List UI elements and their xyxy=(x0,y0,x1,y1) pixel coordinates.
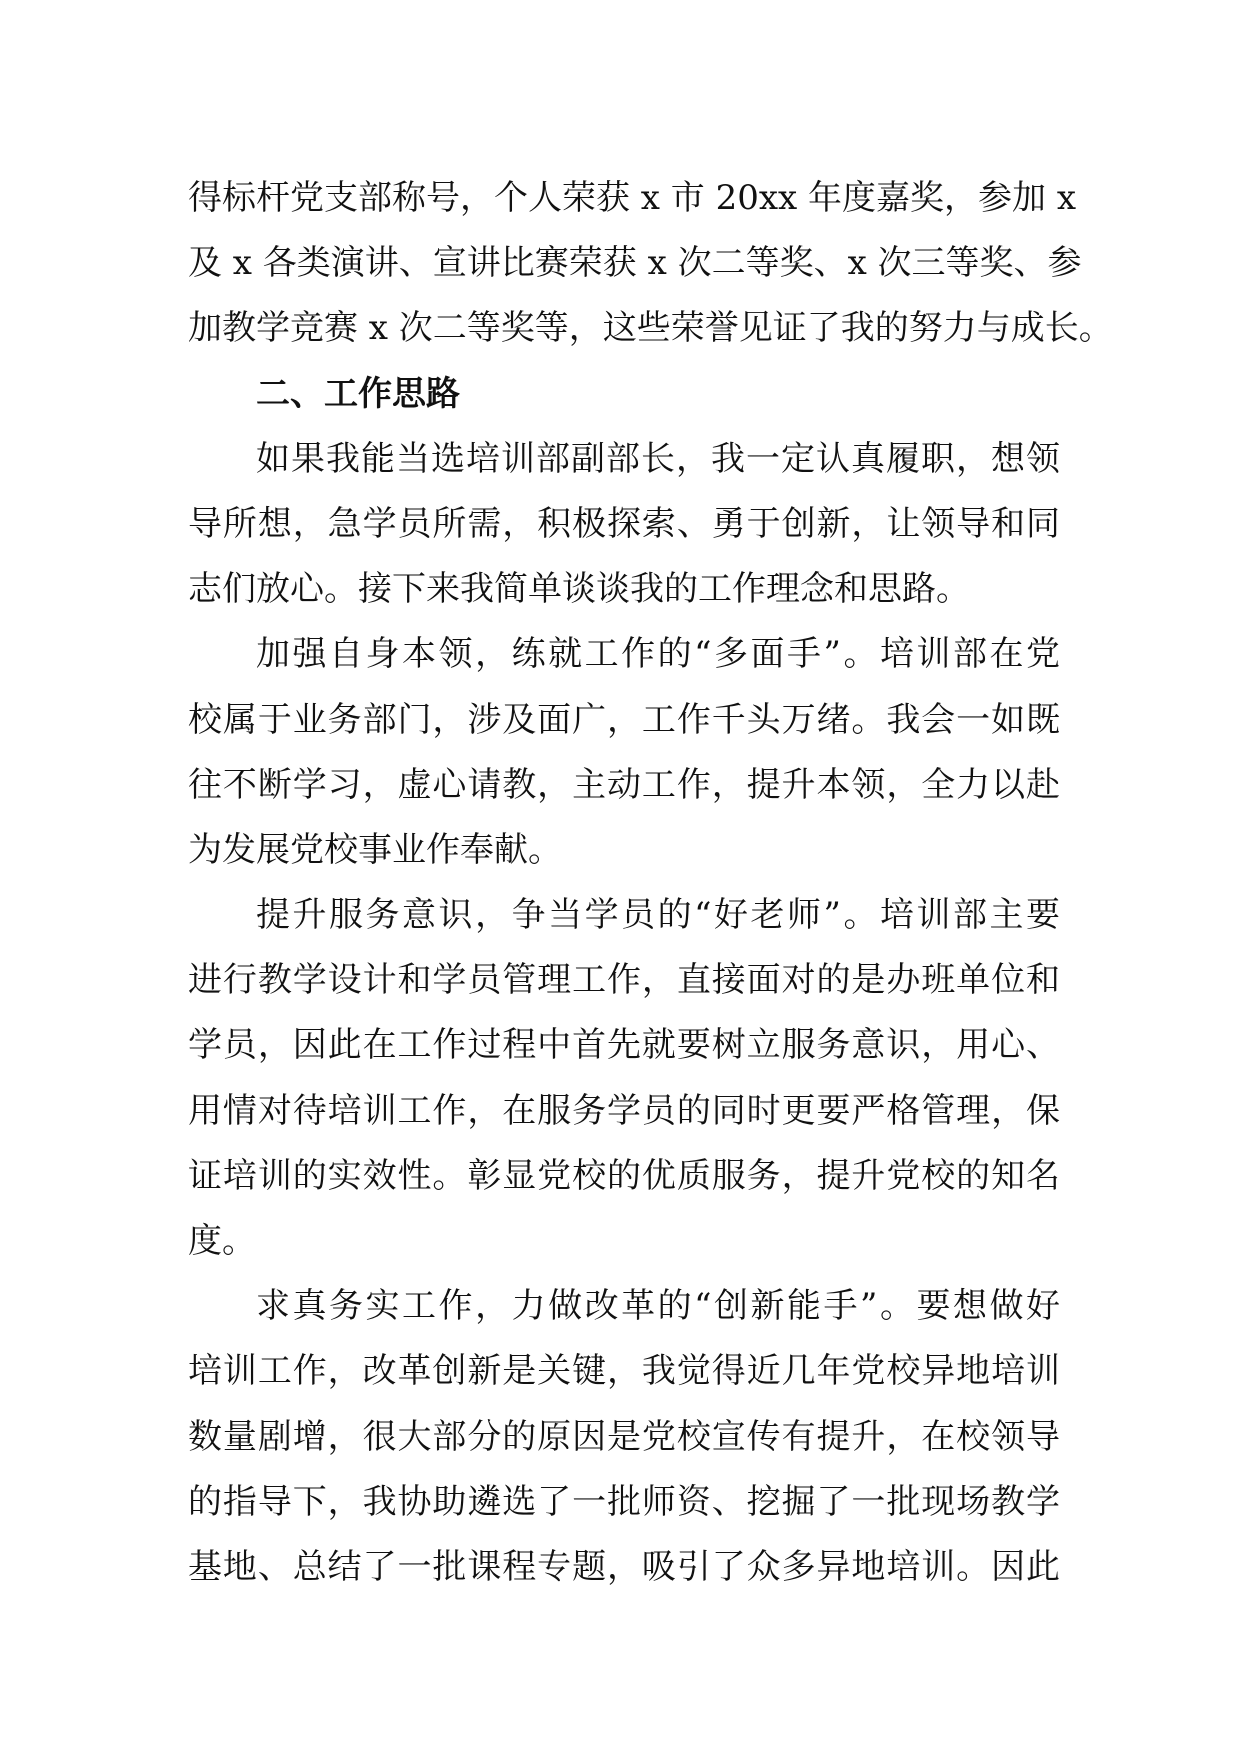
section-heading-text: 二、工作思路 xyxy=(256,373,460,414)
text-line: 进行教学设计和学员管理工作，直接面对的是办班单位和 xyxy=(188,960,1060,1001)
text-line: 求真务实工作，力做改革的“创新能手”。要想做好 xyxy=(256,1286,1060,1327)
text-line: 证培训的实效性。彰显党校的优质服务，提升党校的知名 xyxy=(188,1155,1060,1196)
text-line: 得标杆党支部称号，个人荣获 x 市 20xx 年度嘉奖，参加 x xyxy=(188,178,1076,218)
text-line: 提升服务意识，争当学员的“好老师”。培训部主要 xyxy=(256,895,1060,936)
paragraph xyxy=(188,1274,1060,1600)
text-line: 培训工作，改革创新是关键，我觉得近几年党校异地培训 xyxy=(188,1351,1060,1392)
paragraph xyxy=(188,883,1060,1274)
text-line: 校属于业务部门，涉及面广，工作千头万绪。我会一如既 xyxy=(188,699,1060,740)
section-heading xyxy=(188,362,1060,427)
text-line: 数量剧增，很大部分的原因是党校宣传有提升，在校领导 xyxy=(188,1416,1060,1457)
text-line: 的指导下，我协助遴选了一批师资、挖掘了一批现场教学 xyxy=(188,1481,1060,1522)
text-line: 导所想，急学员所需，积极探索、勇于创新，让领导和同 xyxy=(188,503,1060,544)
text-line: 如果我能当选培训部副部长，我一定认真履职，想领 xyxy=(256,438,1060,479)
text-line: 志们放心。接下来我简单谈谈我的工作理念和思路。 xyxy=(188,569,970,610)
text-line: 及 x 各类演讲、宣讲比赛荣获 x 次二等奖、x 次三等奖、参 xyxy=(188,243,1082,284)
paragraph-continuation xyxy=(188,166,1113,362)
text-line: 往不断学习，虚心请教，主动工作，提升本领，全力以赴 xyxy=(188,764,1060,805)
text-line: 加教学竞赛 x 次二等奖等，这些荣誉见证了我的努力与成长。 xyxy=(188,308,1113,349)
text-line: 学员，因此在工作过程中首先就要树立服务意识，用心、 xyxy=(188,1025,1060,1066)
text-line: 基地、总结了一批课程专题，吸引了众多异地培训。因此 xyxy=(188,1546,1060,1587)
text-line: 度。 xyxy=(188,1221,256,1261)
paragraph xyxy=(188,427,1060,623)
document-body xyxy=(188,166,1113,1600)
text-line: 为发展党校事业作奉献。 xyxy=(188,829,562,870)
text-line: 用情对待培训工作，在服务学员的同时更要严格管理，保 xyxy=(188,1090,1060,1131)
text-line: 加强自身本领，练就工作的“多面手”。培训部在党 xyxy=(256,634,1060,675)
paragraph xyxy=(188,622,1060,883)
